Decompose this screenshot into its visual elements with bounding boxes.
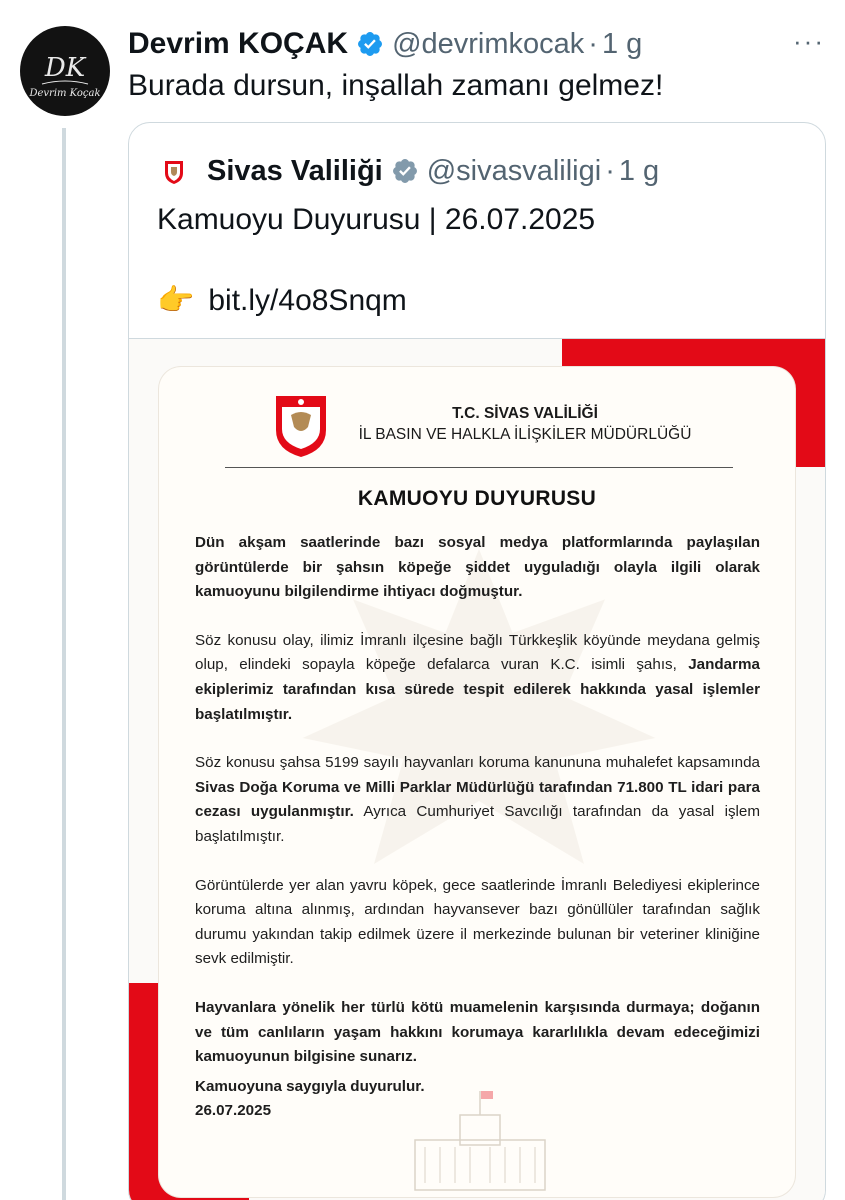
header-divider bbox=[225, 467, 733, 468]
quoted-link[interactable]: bit.ly/4o8Snqm bbox=[208, 283, 407, 317]
announcement-image[interactable] bbox=[129, 338, 826, 1200]
document-body bbox=[195, 531, 760, 1094]
paragraph-3: Söz konusu şahsa 5199 sayılı hayvanları koruma kanununa muhalefet kapsamında Sivas Doğa Koruma ve Milli Parklar Müdürlüğü tarafından 71.800 TL idari para cezası uygulanmıştır. Ayrıca Cumhuriyet Savcılığı tarafından da yasal işlem başlatılmıştır. bbox=[195, 754, 761, 845]
quoted-time[interactable]: 1 g bbox=[618, 154, 660, 187]
quoted-text: Kamuoyu Duyurusu | 26.07.2025 bbox=[157, 203, 596, 236]
quoted-author-name[interactable]: Sivas Valiliği bbox=[207, 154, 383, 187]
paragraph-2: Söz konusu olay, ilimiz İmranlı ilçesine bağlı Türkkeşlik köyünde meydana gelmiş olup, elindeki sopayla köpeğe defalarca vuran K.C. isimli şahıs, Jandarma ekiplerimiz tarafından kısa sürede tespit edilerek hakkında yasal işlemler başlatılmıştır. bbox=[195, 631, 760, 723]
gov-verified-badge-icon bbox=[391, 157, 419, 185]
paragraph-5: Hayvanlara yönelik her türlü kötü muamelenin karşısında durmaya; doğanın ve tüm canlıların yaşam hakkını korumaya kararlılıkla devam edeceğimizi kamuoyunun bilgisine sunarız. bbox=[195, 998, 760, 1066]
sivas-valiligi-logo-icon bbox=[273, 393, 329, 459]
svg-text:Devrim Koçak: Devrim Koçak bbox=[29, 88, 101, 99]
signature-logo-icon bbox=[20, 26, 110, 116]
pointing-hand-icon: 👉 bbox=[157, 284, 195, 317]
more-options-icon[interactable]: ··· bbox=[793, 26, 825, 56]
svg-text:DK: DK bbox=[44, 53, 86, 83]
signoff-date: 26.07.2025 bbox=[195, 1102, 272, 1119]
separator-dot: · bbox=[588, 27, 598, 60]
quoted-tweet[interactable] bbox=[128, 122, 826, 1200]
document-signoff bbox=[195, 1075, 425, 1123]
thread-line bbox=[62, 128, 66, 1200]
quoted-header bbox=[157, 151, 805, 191]
tweet-text: Burada dursun, inşallah zamanı gelmez! bbox=[128, 69, 664, 102]
org-header bbox=[345, 403, 705, 445]
tweet-time[interactable]: 1 g bbox=[601, 27, 643, 60]
tweet-header bbox=[128, 24, 825, 64]
author-handle[interactable]: @devrimkocak bbox=[392, 27, 585, 60]
author-name[interactable]: Devrim KOÇAK bbox=[128, 27, 349, 60]
document-title: KAMUOYU DUYURUSU bbox=[357, 487, 597, 510]
org-line1: T.C. SİVAS VALİLİĞİ bbox=[452, 405, 598, 422]
signoff-line: Kamuoyuna saygıyla duyurulur. bbox=[195, 1078, 425, 1095]
verified-badge-icon bbox=[356, 30, 384, 58]
org-line2: İL BASIN VE HALKLA İLİŞKİLER MÜDÜRLÜĞÜ bbox=[358, 426, 692, 443]
author-avatar[interactable] bbox=[20, 26, 110, 116]
paragraph-4: Görüntülerde yer alan yavru köpek, gece saatlerinde İmranlı Belediyesi ekiplerince koruma altına alınmış, ardından hayvansever bazı gönüllüler tarafından sağlık durumu yakından takip edilmek üzere il merkezinde bulunan bir veteriner kliniğine sevk edilmiştir. bbox=[195, 876, 760, 968]
sivas-emblem-icon bbox=[157, 154, 191, 188]
separator-dot: · bbox=[605, 154, 615, 187]
government-building-icon bbox=[405, 1085, 555, 1195]
quoted-author-handle[interactable]: @sivasvaliligi bbox=[426, 154, 602, 187]
quoted-avatar[interactable] bbox=[157, 154, 191, 188]
announcement-document bbox=[159, 367, 795, 1197]
paragraph-1: Dün akşam saatlerinde bazı sosyal medya platformlarında paylaşılan görüntülerde bir şahsın köpeğe şiddet uyguladığı olayla ilgili olarak kamuoyunu bilgilendirme ihtiyacı doğmuştur. bbox=[195, 534, 760, 601]
quoted-link-line bbox=[157, 283, 407, 318]
